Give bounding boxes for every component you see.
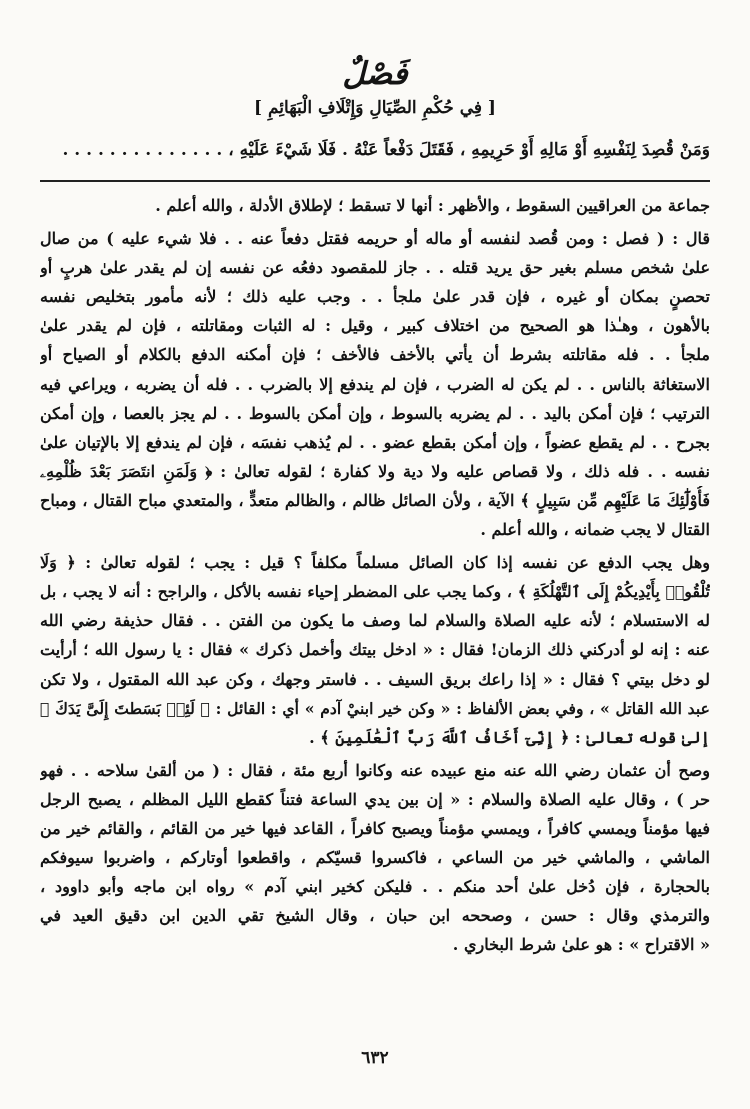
section-title: فَصْلٌ xyxy=(342,56,408,92)
matn-text xyxy=(40,136,710,164)
section-header xyxy=(50,52,700,122)
text-line: عبد الله القاتل » ، وفي بعض الألفاظ : « وكن خير ابنيْ آدم » أي : القائل : ﴿ لَئِنۢ بَسَطتَ إِلَىَّ يَدَكَ ﴾ xyxy=(40,698,710,718)
text-line: لو دخل بيتي ؟ فقال : « إذا راعك بريق السيف . . فاستر وجهك ، وكن عبد الله المقتول ، ولا تكن xyxy=(40,669,710,689)
text-line: قال : ( فصل : ومن قُصد لنفسه أو ماله أو حريمه فقتل دفعاً عنه . . فلا شيء عليه ) من صال xyxy=(40,229,710,249)
text-line: « الاقتراح » : هو علىٰ شرط البخاري . xyxy=(452,935,710,955)
matn-quote: وَمَنْ قُصِدَ لِنَفْسِهِ أَوْ مَالِهِ أَوْ حَرِيمِهِ ، فَقَتَلَ دَفْعاً عَنْهُ . فَلَا شَيْءَ عَلَيْهِ ، xyxy=(228,140,710,160)
text-line: ملجأ . . فله مقاتلته بشرط أن يأتي بالأخف فالأخف ؛ فإن أمكنه الدفع بالكلام أو الصياح أو xyxy=(40,345,710,365)
commentary-body xyxy=(40,191,710,959)
matn-ellipsis: . . . . . . . . . . . . . . xyxy=(62,140,223,160)
section-subtitle: [ فِي حُكْمِ الصِّيَالِ وَإِتْلَافِ الْبَهَائِمِ ] xyxy=(254,98,496,118)
text-line: له الاستسلام ؛ لأنه عليه الصلاة والسلام لما وصف ما يكون من الفتن . . فقال حذيفة رضي الله xyxy=(40,611,710,631)
text-line: والترمذي وقال : حسن ، وصححه ابن حبان ، وقال الشيخ تقي الدين ابن دقيق العيد في xyxy=(40,906,710,926)
text-line: حر ) ، وقال عليه الصلاة والسلام : « إن بين يدي الساعة فتناً كقطع الليل المظلم ، يصبح الرجل xyxy=(40,789,710,809)
text-line: علىٰ شخص مسلم بغير حق يريد قتله . . جاز للمقصود دفعُه عن نفسه إن لم يقدر علىٰ هربٍ أو xyxy=(40,258,710,278)
text-line: تحصنٍ بمكان أو غيره ، فإن قدر علىٰ ملجأ . . وجب عليه ذلك ؛ لأنه مأمور بتخليص نفسه xyxy=(40,287,710,307)
text-line: وهل يجب الدفع عن نفسه إذا كان الصائل مسلماً مكلفاً ؟ قيل : يجب ؛ لقوله تعالىٰ : ﴿ وَلَا xyxy=(40,553,710,573)
text-line: فيها مؤمناً ويمسي كافراً ، ويمسي مؤمناً ويصبح كافراً ، القاعد فيها خير من القائم ، والقائم خير من xyxy=(40,818,710,838)
text-line: الترتيب ؛ فإن أمكن باليد . . لم يضربه بالسوط ، وإن أمكن بالسوط . . لم يجز بالعصا ، وإن أمكن xyxy=(40,403,710,423)
text-line: جماعة من العراقيين السقوط ، والأظهر : أنها لا تسقط ؛ لإطلاق الأدلة ، والله أعلم . xyxy=(155,196,710,215)
separator-rule xyxy=(40,180,710,182)
text-line: الاستغاثة بالناس . . لم يكن له الضرب ، فإن لم يندفع إلا بالضرب . . فله أن يضربه ، ويراعي فيه xyxy=(40,374,710,394)
text-line: بجرح . . لم يقطع عضواً ، وإن أمكن بقطع عضو . . لم يُذهب نفسَه ، فإن لم يندفع إلا بالإتيان علىٰ xyxy=(40,432,710,452)
text-line: فَأُوْلَٰٓئِكَ مَا عَلَيْهِم مِّن سَبِيلٍ ﴾ الآية ، ولأن الصائل ظالم ، والظالم متعدٍّ ، والمتعدي مباح القتال ، ومباح xyxy=(40,490,710,510)
text-line: بالأهون ، وهـٰذا هو الصحيح من اختلاف كبير ، وقيل : له الثبات ومقاتلته ، فإن لم يقدر علىٰ xyxy=(40,316,710,336)
text-line: تُلْقُوا۟ بِأَيْدِيكُمْ إِلَى ٱلتَّهْلُكَةِ ﴾ ، وكما يجب على المضطر إحياء نفسه بالأكل ، والراجح : أنه لا يجب ، بل xyxy=(40,582,710,602)
text-line: عنه : إنه لو أدركني ذلك الزمان! فقال : « ادخل بيتك وأخمل ذكرك » فقال : يا رسول الله ؛ أرأيت xyxy=(40,640,710,660)
text-line: نفسه . . فله ذلك ، ولا قصاص عليه ولا دية ولا كفارة ؛ لقوله تعالىٰ : ﴿ وَلَمَنِ انتَصَرَ بَعْدَ ظُلْمِهِۦ xyxy=(40,461,710,481)
text-line: إلىٰ قوله تعالىٰ : ﴿ إِنِّىٓ أَخَافُ ٱللَّهَ رَبَّ ٱلْعَٰلَمِينَ ﴾ . xyxy=(309,727,710,747)
page-number: ٦٣٢ xyxy=(361,1048,389,1068)
text-line: القتال لا يجب ضمانه ، والله أعلم . xyxy=(480,520,710,540)
text-line: وصح أن عثمان رضي الله عنه منع عبيده عنه وكانوا أربع مئة ، فقال : ( من ألقىٰ سلاحه . . فهو xyxy=(40,760,710,780)
text-line: الماشي ، والماشي خير من الساعي ، فاكسروا قسيّكم ، واقطعوا أوتاركم ، واضربوا سيوفكم xyxy=(40,848,710,868)
text-line: بالحجارة ، فإن دُخل علىٰ أحد منكم . . فليكن كخير ابني آدم » رواه ابن ماجه وأبو داوود ، xyxy=(40,877,710,897)
